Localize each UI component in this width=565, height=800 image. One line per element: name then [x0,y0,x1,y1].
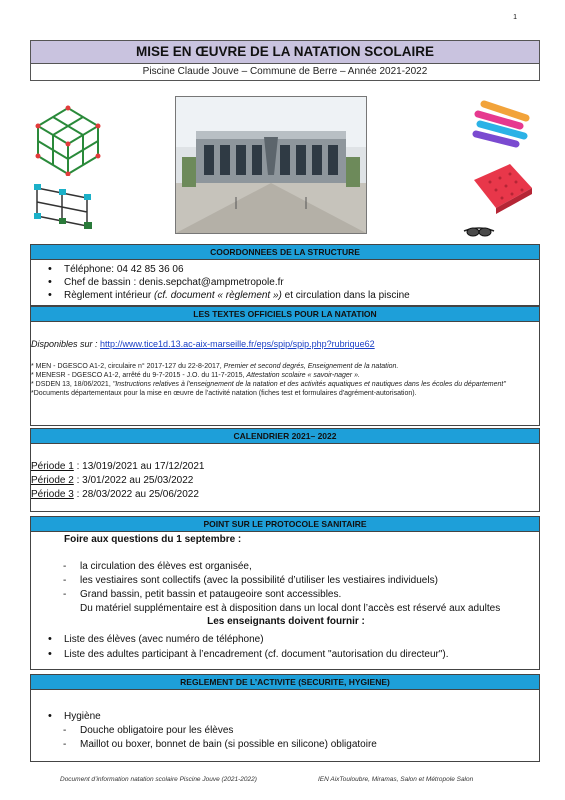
calendrier-box [30,444,540,512]
foam-noodles-image [470,96,534,148]
note-item: *Documents départementaux pour la mise en œuvre de l'activité natation (fiches test et formulaires d'agrément-autorisation). [31,390,417,397]
section-heading-protocole: POINT SUR LE PROTOCOLE SANITAIRE [30,516,540,532]
swim-goggles-image [462,222,496,240]
textes-notes [31,362,536,398]
section-heading-calendrier: CALENDRIER 2021– 2022 [30,428,540,444]
protocole-box [30,532,540,670]
note-item: * MEN - DGESCO A1-2, circulaire n° 2017-127 du 22-8-2017, Premier et second degrés, Enseignement de la natation. [31,363,399,370]
materiel-line: Du matériel supplémentaire est à disposition dans un local dont l’accès est réservé aux adultes [80,603,501,614]
page-title: MISE EN ŒUVRE DE LA NATATION SCOLAIRE [30,40,540,64]
note-item: * DSDEN 13, 18/06/2021, "Instructions relatives à l'enseignement de la natation et des activités aquatiques et nautiques dans les écoles du département" [31,381,506,388]
period-item: Période 2 : 3/01/2022 au 25/03/2022 [31,475,194,486]
protocole-bullet-item: • Liste des adultes participant à l’encadrement (cf. document "autorisation du directeur"). [31,647,536,662]
page-number: 1 [513,14,517,21]
chef-bassin-item: • Chef de bassin : denis.sepchat@ampmetropole.fr [31,276,539,289]
hygiene-item: • Hygiène [31,710,536,723]
phone-item: • Téléphone: 04 42 85 36 06 [31,263,539,276]
protocole-dash-item: - la circulation des élèves est organisée, [31,560,536,574]
protocole-dash-item: - Grand bassin, petit bassin et pataugeoire sont accessibles. [31,588,536,602]
faq-line: Foire aux questions du 1 septembre : [64,534,242,545]
section-heading-reglement: REGLEMENT DE L’ACTIVITE (SECURITE, HYGIENE) [30,674,540,690]
period-item: Période 3 : 28/03/2022 au 25/06/2022 [31,489,199,500]
enseignants-heading: Les enseignants doivent fournir : [207,616,365,627]
page-subtitle: Piscine Claude Jouve – Commune de Berre – Année 2021-2022 [30,64,540,81]
footer-left: Document d’information natation scolaire Piscine Jouve (2021-2022) [60,776,257,783]
section-heading-textes: LES TEXTES OFFICIELS POUR LA NATATION [30,306,540,322]
reglement-dash-item: - Douche obligatoire pour les élèves [31,724,536,738]
disponibles-line: Disponibles sur : http://www.tice1d.13.ac-aix-marseille.fr/eps/spip/spip.php?rubrique62 [31,339,375,349]
pool-cube-frame-image [28,96,106,176]
note-item: * MENESR - DGESCO A1-2, arrêté du 9-7-2015 - J.O. du 11-7-2015, Attestation scolaire « savoir-nager ». [31,372,360,379]
period-item: Période 1 : 13/019/2021 au 17/12/2021 [31,461,205,472]
textes-box [30,322,540,426]
protocole-dash-item: - les vestiaires sont collectifs (avec la possibilité d’utiliser les vestiaires individuels) [31,574,536,588]
swimming-pool-building-photo [175,96,367,234]
reglement-item: • Règlement intérieur (cf. document « règlement ») et circulation dans la piscine [31,289,539,302]
kickboard-mat-image [470,160,536,216]
periods-list [31,460,205,502]
reglement-dash-item: - Maillot ou boxer, bonnet de bain (si possible en silicone) obligatoire [31,738,536,752]
pool-ladder-frame-image [32,180,100,232]
coordonnees-box [30,260,540,306]
footer-right: IEN AixTouloubre, Miramas, Salon et Métropole Salon [318,776,474,783]
section-heading-coordonnees: COORDONNEES DE LA STRUCTURE [30,244,540,260]
reglement-box [30,690,540,762]
textes-officiels-link[interactable]: http://www.tice1d.13.ac-aix-marseille.fr/eps/spip/spip.php?rubrique62 [100,339,375,349]
protocole-bullet-item: • Liste des élèves (avec numéro de téléphone) [31,632,536,647]
